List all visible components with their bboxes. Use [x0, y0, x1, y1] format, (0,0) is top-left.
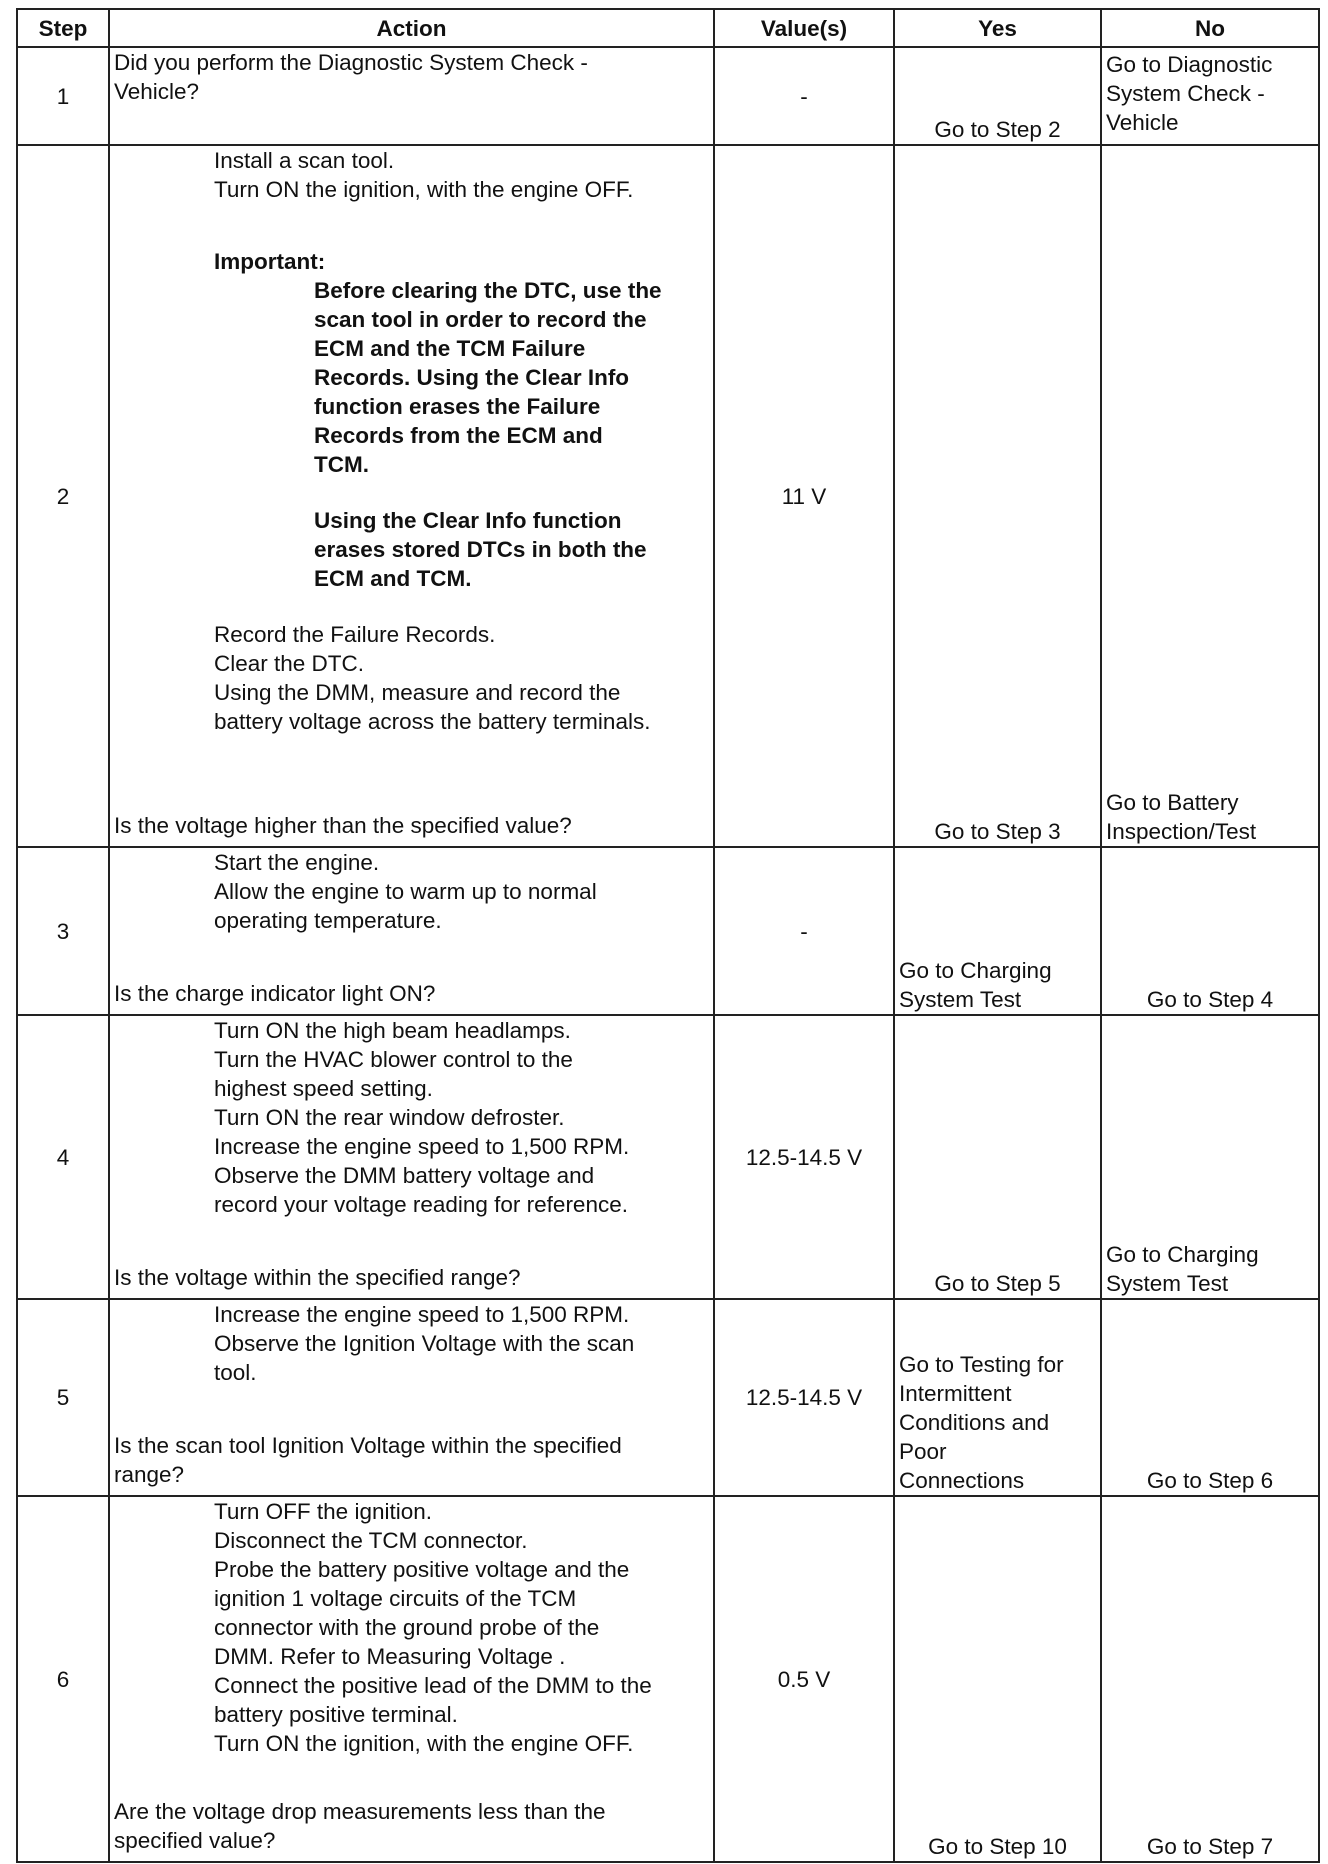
important-note: Before clearing the DTC, use the — [314, 278, 662, 303]
header-values: Value(s) — [714, 9, 894, 47]
instruction-line: Turn the HVAC blower control to the — [214, 1047, 573, 1072]
yes-link[interactable]: Conditions and — [899, 1410, 1050, 1435]
yes-link[interactable]: System Test — [899, 987, 1022, 1012]
important-label: Important: — [214, 249, 326, 274]
step-number: 4 — [17, 1015, 109, 1299]
instruction-line: Install a scan tool. — [214, 148, 395, 173]
instruction-line: tool. — [214, 1360, 257, 1385]
yes-link[interactable]: Go to Testing for — [899, 1352, 1064, 1377]
instruction-line: Connect the positive lead of the DMM to the — [214, 1673, 652, 1698]
instruction-line: highest speed setting. — [214, 1076, 433, 1101]
instruction-line: Observe the Ignition Voltage with the scan — [214, 1331, 635, 1356]
instruction-line: Using the DMM, measure and record the — [214, 680, 621, 705]
question-text: specified value? — [114, 1828, 276, 1853]
instruction-line: operating temperature. — [214, 908, 442, 933]
important-note: Records from the ECM and — [314, 423, 603, 448]
yes-cell — [894, 1015, 1101, 1299]
table-row — [17, 1496, 1319, 1862]
instruction-line: Clear the DTC. — [214, 651, 365, 676]
important-note: function erases the Failure — [314, 394, 601, 419]
header-yes: Yes — [894, 9, 1101, 47]
no-link[interactable]: Go to Battery — [1106, 790, 1239, 815]
no-link[interactable]: Go to Step 7 — [1146, 1834, 1274, 1859]
yes-link[interactable]: Intermittent — [899, 1381, 1012, 1406]
no-link[interactable]: System Test — [1106, 1271, 1229, 1296]
header-action: Action — [109, 9, 714, 47]
instruction-line: Turn OFF the ignition. — [214, 1499, 433, 1524]
instruction-line: Start the engine. — [214, 850, 380, 875]
no-link[interactable]: Go to Step 4 — [1146, 987, 1274, 1012]
step-number: 1 — [17, 47, 109, 145]
no-link[interactable]: Go to Charging — [1106, 1242, 1259, 1267]
question-text: Is the voltage higher than the specified value? — [114, 813, 572, 838]
value-cell: 12.5-14.5 V — [714, 1299, 894, 1496]
action-cell — [109, 145, 714, 847]
header-step: Step — [17, 9, 109, 47]
yes-cell — [894, 145, 1101, 847]
instruction-line: Turn ON the high beam headlamps. — [214, 1018, 571, 1043]
no-link[interactable]: Inspection/Test — [1106, 819, 1257, 844]
yes-link[interactable]: Go to Step 5 — [934, 1271, 1061, 1296]
step-number: 2 — [17, 145, 109, 847]
value-cell: - — [714, 847, 894, 1015]
important-note: ECM and TCM. — [314, 566, 472, 591]
diagnostic-table — [16, 8, 1320, 1863]
table-header-row — [17, 9, 1319, 47]
table-row — [17, 847, 1319, 1015]
no-cell — [1101, 145, 1319, 847]
instruction-line: Observe the DMM battery voltage and — [214, 1163, 595, 1188]
no-link[interactable]: Go to Step 6 — [1146, 1468, 1274, 1493]
step-number: 3 — [17, 847, 109, 1015]
important-note: ECM and the TCM Failure — [314, 336, 586, 361]
action-cell — [109, 847, 714, 1015]
question-text: Are the voltage drop measurements less than the — [114, 1799, 606, 1824]
table-row — [17, 1015, 1319, 1299]
header-no: No — [1101, 9, 1319, 47]
instruction-line: Record the Failure Records. — [214, 622, 496, 647]
instruction-line: Allow the engine to warm up to normal — [214, 879, 597, 904]
important-note: Records. Using the Clear Info — [314, 365, 630, 390]
yes-link[interactable]: Go to Step 10 — [928, 1834, 1067, 1859]
important-note: erases stored DTCs in both the — [314, 537, 647, 562]
yes-link[interactable]: Go to Charging — [899, 958, 1052, 983]
yes-link[interactable]: Go to Step 3 — [934, 819, 1061, 844]
yes-link[interactable]: Go to Step 2 — [934, 117, 1061, 142]
question-text: Is the charge indicator light ON? — [114, 981, 436, 1006]
action-cell — [109, 1496, 714, 1862]
question-text: Did you perform the Diagnostic System Check - — [114, 50, 588, 75]
step-number: 5 — [17, 1299, 109, 1496]
table-row — [17, 47, 1319, 145]
question-text: Is the scan tool Ignition Voltage within the specified — [114, 1433, 622, 1458]
question-text: range? — [114, 1462, 185, 1487]
instruction-line: Probe the battery positive voltage and the — [214, 1557, 630, 1582]
yes-cell — [894, 1299, 1101, 1496]
instruction-line: Increase the engine speed to 1,500 RPM. — [214, 1302, 630, 1327]
question-text: Is the voltage within the specified range? — [114, 1265, 521, 1290]
action-cell — [109, 47, 714, 145]
instruction-line: battery positive terminal. — [214, 1702, 458, 1727]
no-cell — [1101, 1015, 1319, 1299]
no-cell — [1101, 1496, 1319, 1862]
important-note: scan tool in order to record the — [314, 307, 647, 332]
no-cell — [1101, 47, 1319, 145]
instruction-line: connector with the ground probe of the — [214, 1615, 600, 1640]
yes-link[interactable]: Poor — [899, 1439, 947, 1464]
no-cell — [1101, 847, 1319, 1015]
value-cell: 12.5-14.5 V — [714, 1015, 894, 1299]
instruction-line: Increase the engine speed to 1,500 RPM. — [214, 1134, 630, 1159]
yes-cell — [894, 847, 1101, 1015]
instruction-line: battery voltage across the battery terminals. — [214, 709, 651, 734]
table-row — [17, 145, 1319, 847]
yes-cell — [894, 1496, 1101, 1862]
important-note: TCM. — [314, 452, 369, 477]
instruction-line: ignition 1 voltage circuits of the TCM — [214, 1586, 577, 1611]
no-link[interactable]: Go to Diagnostic — [1106, 52, 1273, 77]
yes-cell — [894, 47, 1101, 145]
action-cell — [109, 1299, 714, 1496]
instruction-line: DMM. Refer to Measuring Voltage . — [214, 1644, 566, 1669]
step-number: 6 — [17, 1496, 109, 1862]
instruction-line: Turn ON the ignition, with the engine OFF. — [214, 177, 634, 202]
instruction-line: Turn ON the rear window defroster. — [214, 1105, 565, 1130]
value-cell: 0.5 V — [714, 1496, 894, 1862]
value-cell: 11 V — [714, 145, 894, 847]
question-text: Vehicle? — [114, 79, 200, 104]
value-cell: - — [714, 47, 894, 145]
table-row — [17, 1299, 1319, 1496]
instruction-line: record your voltage reading for reference. — [214, 1192, 628, 1217]
no-cell — [1101, 1299, 1319, 1496]
instruction-line: Turn ON the ignition, with the engine OFF. — [214, 1731, 634, 1756]
action-cell — [109, 1015, 714, 1299]
instruction-line: Disconnect the TCM connector. — [214, 1528, 528, 1553]
no-link[interactable]: System Check - — [1106, 81, 1265, 106]
no-link[interactable]: Vehicle — [1106, 110, 1179, 135]
important-note: Using the Clear Info function — [314, 508, 622, 533]
yes-link[interactable]: Connections — [899, 1468, 1025, 1493]
